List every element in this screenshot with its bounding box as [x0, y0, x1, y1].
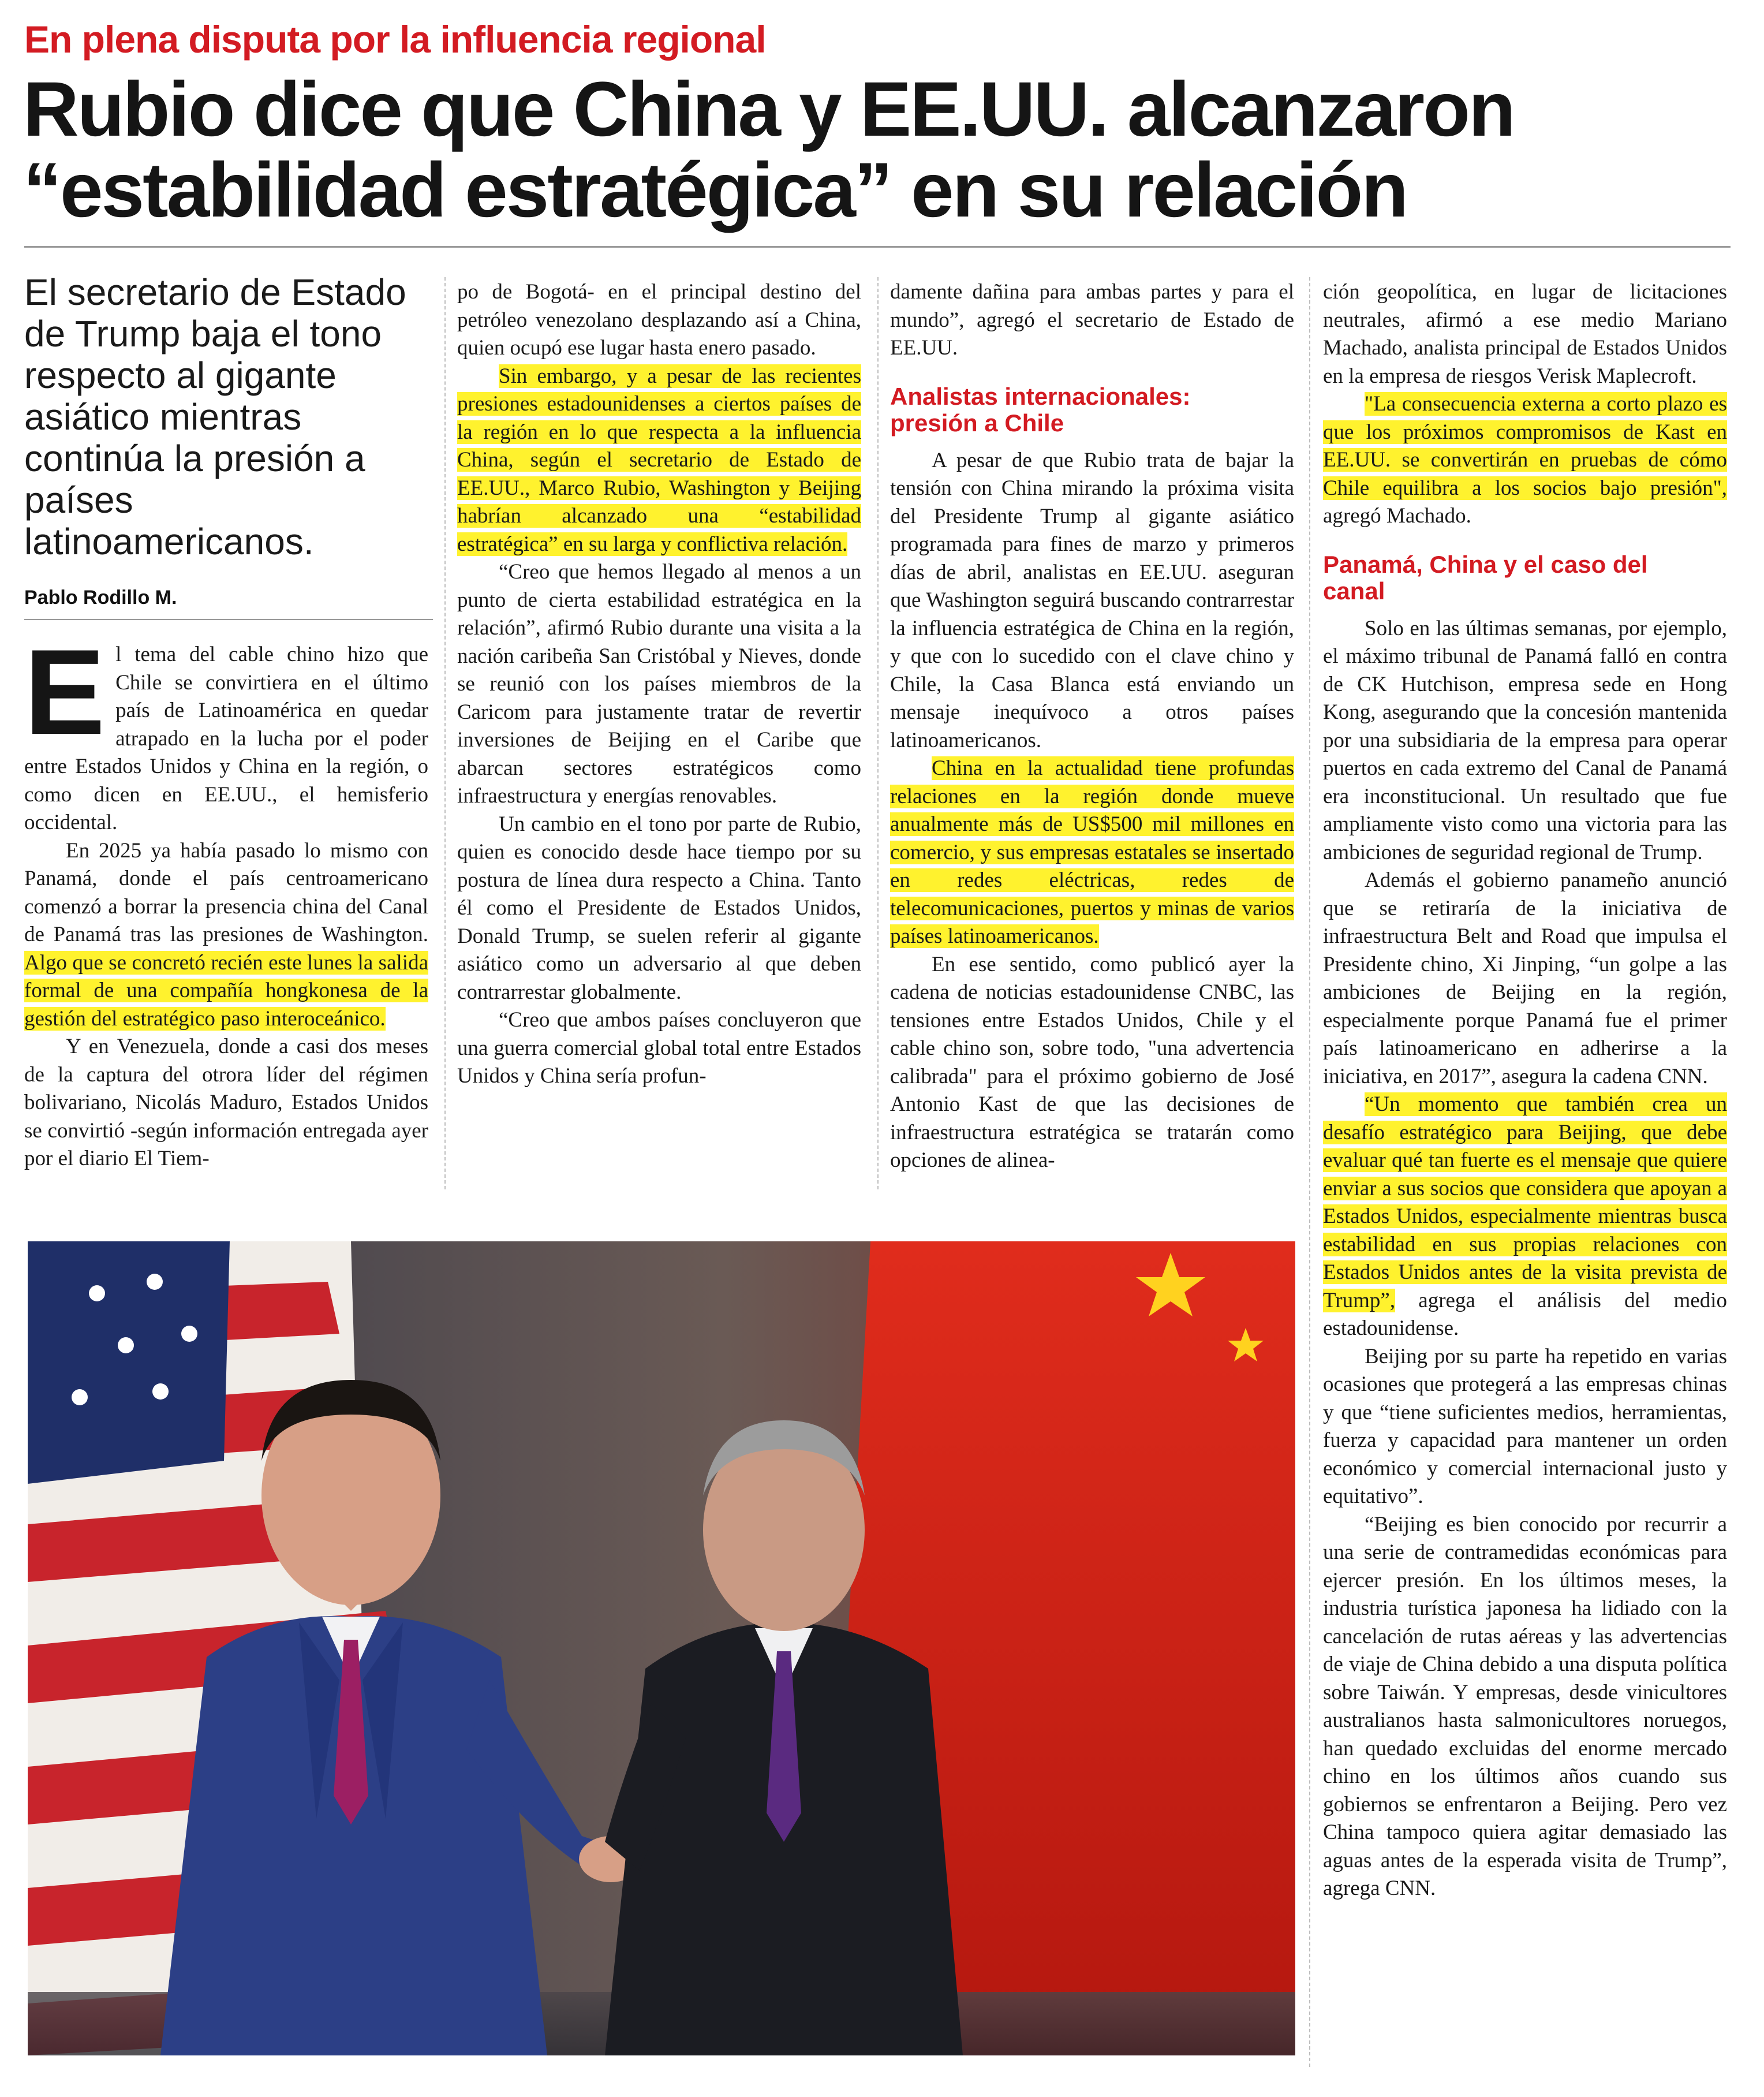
- subhead-line: presión a Chile: [890, 409, 1064, 436]
- paragraph: [24, 837, 428, 1033]
- paragraph: A pesar de que Rubio trata de bajar la tensión con China mirando la próxima visita del Presidente Trump al gigante asiático programada para fines de marzo y primeros días de abril, analistas en EE.UU. aseguran que Washington seguirá buscando contrarrestar la influencia estratégica de China en la región, y que con lo sucedido con el clave chino y Chile, la Casa Blanca está enviando un mensaje inequívoco a otros países latinoamericanos.: [890, 448, 1294, 752]
- subhead-line: Panamá, China y el caso del: [1323, 550, 1648, 578]
- subhead-line: canal: [1323, 577, 1385, 605]
- headline-line-2: “estabilidad estratégica” en su relación: [23, 147, 1407, 233]
- paragraph: [1323, 1091, 1727, 1343]
- headline-line-1: Rubio dice que China y EE.UU. alcanzaron: [23, 66, 1514, 152]
- highlighted-text: China en la actualidad tiene profundas relaciones en la región donde mueve anualmente más de US$500 mil millones en comercio, y sus empresas estatales se insertado en redes eléctricas, redes de telecomunicaciones, puertos y minas de varios países latinoamericanos.: [890, 756, 1294, 948]
- paragraph: Solo en las últimas semanas, por ejemplo, el máximo tribunal de Panamá falló en contra de CK Hutchison, empresa sede en Hong Kong, asegurando que la concesión mantenida por una subsidiaria de la empresa para operar puertos en cada extremo del Canal de Panamá era inconstitucional. Un resultado que fue ampliamente visto como una victoria para las ambiciones de seguridad regional de Trump.: [1323, 616, 1727, 864]
- article-column-3: [890, 278, 1294, 1175]
- news-photo: [28, 1241, 1295, 2055]
- highlighted-text: “Un momento que también crea un desafío estratégico para Beijing, que debe evaluar qué tan fuerte es el mensaje que quiere enviar a sus socios que considera que apoyan a Estados Unidos, especialmente mientras busca estabilidad en sus propias relaciones con Estados Unidos antes de la visita prevista de Trump”,: [1323, 1092, 1727, 1312]
- section-subhead: [890, 383, 1294, 436]
- highlighted-text: Sin embargo, y a pesar de las recientes presiones estadounidenses a ciertos países de la región en lo que respecta a la influencia China, según el secretario de Estado de EE.UU., Marco Rubio, Washington y Beijing habrían alcanzado una “estabilidad estratégica” en su larga y conflictiva relación.: [457, 364, 861, 556]
- paragraph: [457, 363, 861, 559]
- column-separator: [1309, 277, 1310, 2067]
- paragraph-text: agrega el análisis del medio estadounidense.: [1323, 1288, 1727, 1340]
- paragraph: [890, 755, 1294, 951]
- article-column-4: [1323, 278, 1727, 1903]
- deck: El secretario de Estado de Trump baja el tono respecto al gigante asiático mientras continúa la presión a países latinoamericanos.: [24, 271, 406, 562]
- paragraph: En ese sentido, como publicó ayer la cadena de noticias estadounidense CNBC, las tensiones entre Estados Unidos, Chile y el cable chino son, sobre todo, "una advertencia calibrada" para el próximo gobierno de José Antonio Kast de que las decisiones de infraestructura estratégica se tratarán como opciones de alinea-: [890, 952, 1294, 1172]
- paragraph: “Creo que ambos países concluyeron que una guerra comercial global total entre Estados Unidos y China sería profun-: [457, 1008, 861, 1088]
- highlighted-text: Algo que se concretó recién este lunes la salida formal de una compañía hongkonesa de la gestión del estratégico paso interoceánico.: [24, 950, 428, 1031]
- article-column-2: [457, 278, 861, 1091]
- paragraph-text: En 2025 ya había pasado lo mismo con Panamá, donde el país centroamericano comenzó a borrar la presencia china del Canal de Panamá tras las presiones de Washington.: [24, 838, 428, 946]
- headline: [23, 66, 1732, 233]
- drop-cap: E: [24, 624, 106, 760]
- paragraph: ción geopolítica, en lugar de licitaciones neutrales, afirmó a ese medio Mariano Machado, analista principal de Estados Unidos en la empresa de riesgos Verisk Maplecroft.: [1323, 280, 1727, 388]
- byline: Pablo Rodillo M.: [24, 587, 177, 609]
- paragraph: “Beijing es bien conocido por recurrir a una serie de contramedidas económicas para ejercer presión. En los últimos meses, la industria turística japonesa ha lidiado con la cancelación de rutas aéreas y las advertencias de viaje de China debido a una disputa política sobre Taiwán. Y empresas, desde vinicultores australianos hasta salmonicultores noruegos, han quedado excluidas del enorme mercado chino en los últimos años cuando sus gobiernos se enfrentaron a Beijing. Pero vez China tampoco quiera agitar demasiado las aguas antes de la esperada visita de Trump”, agrega CNN.: [1323, 1512, 1727, 1900]
- paragraph: Y en Venezuela, donde a casi dos meses de la captura del otrora líder del régimen bolivariano, Nicolás Maduro, Estados Unidos se convirtió -según información entregada ayer por el diario El Tiem-: [24, 1035, 428, 1170]
- paragraph: [1323, 390, 1727, 531]
- paragraph: damente dañina para ambas partes y para el mundo”, agregó el secretario de Estado de EE.UU.: [890, 280, 1294, 360]
- kicker: En plena disputa por la influencia regional: [24, 18, 766, 61]
- headline-rule: [24, 246, 1731, 248]
- column-separator: [877, 277, 879, 1189]
- section-subhead: [1323, 551, 1727, 605]
- paragraph: “Creo que hemos llegado al menos a un punto de cierta estabilidad estratégica en la relación”, afirmó Rubio durante una visita a la nación caribeña San Cristóbal y Nieves, donde se reunió con los países miembros de la Caricom para justamente tratar de revertir inversiones de Beijing en el Caribe que abarcan sectores estratégicos como infraestructura y energías renovables.: [457, 560, 861, 808]
- paragraph-text: l tema del cable chino hizo que Chile se convirtiera en el último país de Latinoamérica en quedar atrapado en la lucha por el poder entre Estados Unidos y China en la región, o como dicen en EE.UU., el hemisferio occidental.: [24, 643, 428, 834]
- article-column-1: [24, 624, 428, 1173]
- paragraph: Un cambio en el tono por parte de Rubio, quien es conocido desde hace tiempo por su postura de línea dura respecto a China. Tanto él como el Presidente de Estados Unidos, Donald Trump, se suelen referir al gigante asiático como un adversario al que deben contrarrestar globalmente.: [457, 812, 861, 1004]
- photo-illustration: [28, 1241, 1295, 2055]
- subhead-line: Analistas internacionales:: [890, 382, 1191, 410]
- highlighted-text: "La consecuencia externa a corto plazo es que los próximos compromisos de Kast en EE.UU. se convertirán en pruebas de cómo Chile equilibra a los socios bajo presión",: [1323, 392, 1727, 500]
- paragraph: po de Bogotá- en el principal destino del petróleo venezolano desplazando así a China, quien ocupó ese lugar hasta enero pasado.: [457, 280, 861, 360]
- byline-rule: [24, 619, 433, 620]
- paragraph: Beijing por su parte ha repetido en varias ocasiones que protegerá a las empresas chinas y que “tiene suficientes medios, herramientas, fuerza y capacidad para mantener un orden económico y comercial internacional justo y equitativo”.: [1323, 1344, 1727, 1508]
- paragraph-text: agregó Machado.: [1323, 504, 1471, 528]
- paragraph: Además el gobierno panameño anunció que se retiraría de la iniciativa de infraestructura Belt and Road que impulsa el Presidente chino, Xi Jinping, “un golpe a las ambiciones de Beijing en la región, especialmente porque Panamá fue el primer país latinoamericano en adherirse a la iniciativa, en 2017”, asegura la cadena CNN.: [1323, 868, 1727, 1088]
- paragraph: [24, 624, 428, 837]
- column-separator: [444, 277, 446, 1189]
